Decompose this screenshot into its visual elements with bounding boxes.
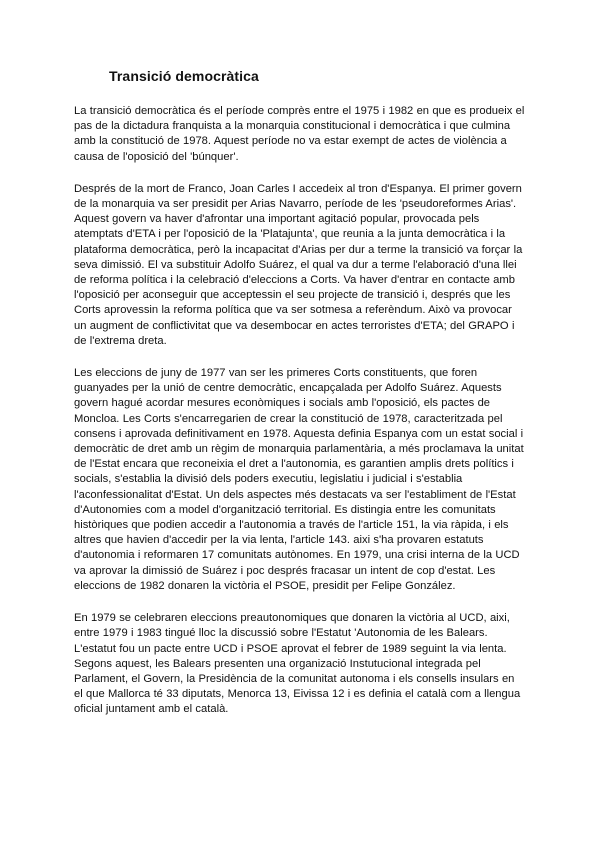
paragraph-intro: La transició democràtica és el període comprès entre el 1975 i 1982 en que es produeix el pas de la dictadura franquista a la monarquia constitucional i democràtica i que culmina amb la constitució de 1978. Aquest període no va estar exempt de actes de violència a causa de l'oposició del 'búnquer'.	[74, 105, 525, 163]
paragraph-elections-1977: Les eleccions de juny de 1977 van ser les primeres Corts constituents, que foren guanyades per la unió de centre democràtic, encapçalada per Adolfo Suárez. Aquests govern hagué acordar mesures econòmiques i socials amb l'oposició, els pactes de Moncloa. Les Corts s'encarregarien de crear la constitució de 1978, caracteritzada pel consens i aprovada definitivament en 1978. Aquesta definia Espanya com un estat social i democràtic de dret amb un règim de monarquia parlamentària, a més proclamava la unitat de l'Estat encara que reconeixia el dret a l'autonomia, es garantien amplis drets polítics i socials, s'establia la divisió dels poders executiu, legislatiu i judicial i s'establia l'aconfessionalitat d'Estat. Un dels aspectes més destacats va ser l'establiment de l'Estat d'Autonomies com a model d'organització territorial. Es distingia entre les comunitats històriques que podien accedir a l'autonomia a través de l'article 151, la via ràpida, i els altres que havien d'accedir per la via lenta, l'article 143. aixi s'ha provaren estatuts d'autonomia i reformaren 17 comunitats autònomes. En 1979, una crisi interna de la UCD va aprovar la dimissió de Suárez i poc després fracasar un intent de cop d'estat. Les eleccions de 1982 donaren la victòria el PSOE, presidit per Felipe González.	[74, 367, 524, 592]
page-title: Transició democràtica	[109, 68, 259, 84]
paragraph-balears: En 1979 se celebraren eleccions preautonomiques que donaren la victòria al UCD, aixi, entre 1979 i 1983 tingué lloc la discussió sobre l'Estatut 'Autonomia de les Balears. L'estatut fou un pacte entre UCD i PSOE aprovat el febrer de 1989 seguint la via lenta. Segons aquest, les Balears presenten una organizació Instutucional integrada pel Parlament, el Govern, la Presidència de la comunitat autonoma i els consells insulars en el que Mallorca té 33 diputats, Menorca 13, Eivissa 12 i es definia el català com a llengua oficial juntament amb el català.	[74, 612, 521, 716]
document-body	[74, 104, 526, 735]
paragraph-after-franco: Després de la mort de Franco, Joan Carles I accedeix al tron d'Espanya. El primer govern de la monarquia va ser presidit per Arias Navarro, període de les 'pseudoreformes Arias'. Aquest govern va haver d'afrontar una important agitació popular, provocada pels atemptats d'ETA i per l'oposició de la 'Platajunta', que reunia a la junta democràtica i la plataforma democràtica, però la incapacitat d'Arias per dur a terme la transició va forçar la seva dimissió. El va substituir Adolfo Suárez, el qual va dur a terme l'elaboració d'una llei de reforma política i la celebració d'eleccions a Corts. Va haver d'entrar en contacte amb l'oposició per aconseguir que acceptessin el seu projecte de transició i, després que les Corts aprovessin la reforma política que va ser sotmesa a referèndum. Això va provocar un augment de conflictivitat que va desembocar en actes terroristes d'ETA; del GRAPO i de l'extrema dreta.	[74, 182, 523, 347]
